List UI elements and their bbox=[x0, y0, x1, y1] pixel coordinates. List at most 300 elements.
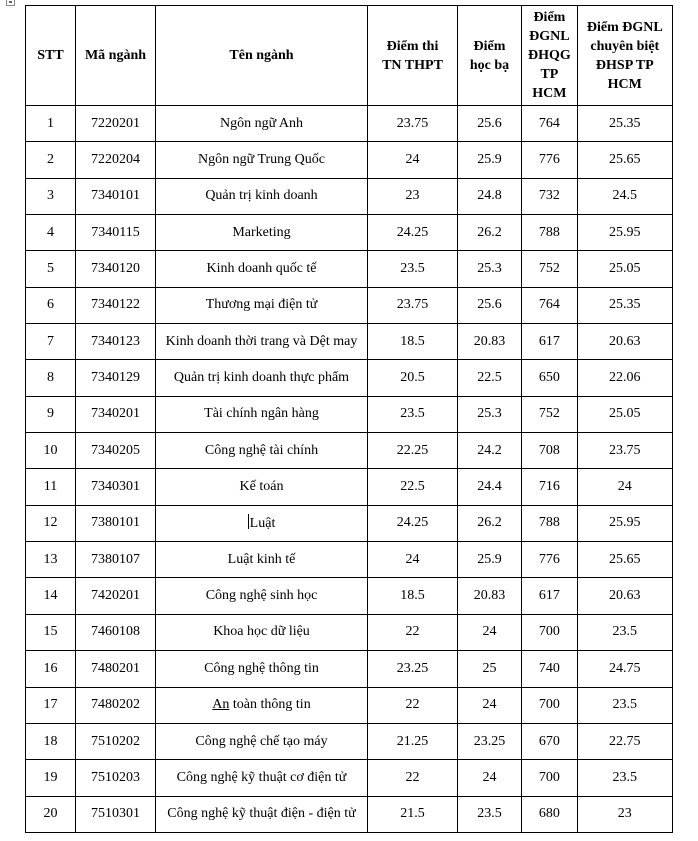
code-value: 7340129 bbox=[91, 370, 140, 386]
name-value: Công nghệ chế tạo máy bbox=[195, 733, 328, 749]
hocba-value: 24.4 bbox=[477, 479, 502, 495]
admission-scores-table bbox=[25, 5, 673, 833]
table-row bbox=[26, 505, 673, 541]
dhsp-value: 25.95 bbox=[609, 515, 641, 531]
thpt-value: 23.5 bbox=[400, 406, 425, 422]
cell-hocba bbox=[458, 651, 522, 687]
table-row bbox=[26, 651, 673, 687]
dhsp-value: 23.75 bbox=[609, 442, 641, 458]
cell-code bbox=[76, 433, 156, 469]
cell-name bbox=[156, 723, 368, 759]
hocba-value: 25.3 bbox=[477, 406, 502, 422]
dhqg-value: 700 bbox=[538, 624, 560, 640]
dhsp-value: 22.06 bbox=[609, 370, 641, 386]
table-row bbox=[26, 578, 673, 614]
cell-dhqg bbox=[522, 796, 578, 832]
hocba-value: 25.9 bbox=[477, 152, 502, 168]
cell-thpt bbox=[368, 215, 458, 251]
cell-thpt bbox=[368, 287, 458, 323]
thpt-value: 22 bbox=[405, 697, 420, 713]
cell-hocba bbox=[458, 723, 522, 759]
name-value: Công nghệ kỹ thuật cơ điện tử bbox=[176, 769, 347, 785]
hocba-value: 24.2 bbox=[477, 442, 502, 458]
cell-hocba bbox=[458, 469, 522, 505]
code-value: 7340205 bbox=[91, 442, 140, 458]
thpt-value: 20.5 bbox=[400, 370, 425, 386]
dhqg-value: 764 bbox=[538, 297, 560, 313]
cell-dhsp bbox=[577, 360, 672, 396]
code-value: 7220201 bbox=[91, 115, 140, 131]
hocba-value: 24 bbox=[482, 624, 497, 640]
name-value: An toàn thông tin bbox=[212, 697, 311, 713]
cell-hocba bbox=[458, 542, 522, 578]
cell-name bbox=[156, 505, 368, 541]
stt-value: 2 bbox=[47, 152, 54, 168]
cell-name bbox=[156, 142, 368, 178]
hocba-value: 24.8 bbox=[477, 188, 502, 204]
thpt-value: 23.75 bbox=[396, 297, 429, 313]
cell-stt bbox=[26, 287, 76, 323]
cell-dhsp bbox=[577, 433, 672, 469]
dhsp-value: 24.5 bbox=[612, 188, 638, 204]
cell-name bbox=[156, 433, 368, 469]
cell-stt bbox=[26, 215, 76, 251]
stt-value: 18 bbox=[43, 733, 58, 749]
hocba-value: 25.6 bbox=[477, 297, 502, 313]
cell-name bbox=[156, 215, 368, 251]
cell-hocba bbox=[458, 796, 522, 832]
dhqg-value: 764 bbox=[538, 115, 560, 131]
cell-code bbox=[76, 505, 156, 541]
cell-dhqg bbox=[522, 360, 578, 396]
stt-value: 8 bbox=[47, 370, 54, 386]
dhsp-value: 25.65 bbox=[609, 551, 641, 567]
dhqg-value: 617 bbox=[538, 333, 560, 349]
table-row bbox=[26, 215, 673, 251]
stt-value: 4 bbox=[47, 224, 54, 240]
cell-stt bbox=[26, 433, 76, 469]
cell-code bbox=[76, 396, 156, 432]
code-value: 7460108 bbox=[91, 624, 140, 640]
table-row bbox=[26, 796, 673, 832]
thpt-value: 24.25 bbox=[396, 515, 429, 531]
cell-thpt bbox=[368, 578, 458, 614]
cell-stt bbox=[26, 360, 76, 396]
header-code: Mã ngành bbox=[76, 6, 156, 106]
cell-code bbox=[76, 178, 156, 214]
cell-dhqg bbox=[522, 251, 578, 287]
cell-dhsp bbox=[577, 505, 672, 541]
header-name: Tên ngành bbox=[156, 6, 368, 106]
cell-dhqg bbox=[522, 687, 578, 723]
dhsp-value: 25.05 bbox=[609, 261, 641, 277]
cell-dhsp bbox=[577, 614, 672, 650]
cell-dhsp bbox=[577, 251, 672, 287]
code-value: 7340123 bbox=[91, 333, 140, 349]
dhqg-value: 776 bbox=[538, 152, 560, 168]
cell-dhsp bbox=[577, 324, 672, 360]
code-value: 7420201 bbox=[91, 588, 140, 604]
name-value: Công nghệ sinh học bbox=[205, 588, 318, 604]
stt-value: 9 bbox=[47, 406, 54, 422]
cell-name bbox=[156, 760, 368, 796]
dhsp-value: 25.95 bbox=[609, 224, 641, 240]
cell-stt bbox=[26, 760, 76, 796]
cell-hocba bbox=[458, 578, 522, 614]
hocba-value: 25.6 bbox=[477, 115, 502, 131]
hocba-value: 24 bbox=[482, 769, 497, 785]
hocba-value: 25.9 bbox=[477, 551, 502, 567]
thpt-value: 22.25 bbox=[396, 442, 429, 458]
hocba-value: 26.2 bbox=[477, 224, 502, 240]
cell-hocba bbox=[458, 505, 522, 541]
dhqg-value: 650 bbox=[538, 370, 560, 386]
hocba-value: 24 bbox=[482, 697, 497, 713]
name-value: Luật kinh tế bbox=[227, 551, 296, 567]
name-value: Công nghệ thông tin bbox=[204, 660, 319, 676]
cell-hocba bbox=[458, 433, 522, 469]
cell-dhsp bbox=[577, 687, 672, 723]
cell-dhqg bbox=[522, 324, 578, 360]
stt-value: 20 bbox=[43, 806, 58, 822]
cell-dhqg bbox=[522, 469, 578, 505]
cell-name bbox=[156, 360, 368, 396]
cell-stt bbox=[26, 542, 76, 578]
cell-stt bbox=[26, 796, 76, 832]
cell-dhqg bbox=[522, 651, 578, 687]
dhqg-value: 788 bbox=[538, 224, 560, 240]
dhsp-value: 23.5 bbox=[612, 769, 638, 785]
cell-dhqg bbox=[522, 433, 578, 469]
name-value: Thương mại điện tử bbox=[205, 297, 318, 313]
dhqg-value: 752 bbox=[538, 406, 560, 422]
dhsp-value: 25.05 bbox=[609, 406, 641, 422]
dhqg-value: 788 bbox=[538, 515, 560, 531]
code-value: 7480202 bbox=[91, 697, 140, 713]
cell-stt bbox=[26, 324, 76, 360]
cell-hocba bbox=[458, 360, 522, 396]
dhqg-value: 740 bbox=[538, 660, 560, 676]
table-row bbox=[26, 106, 673, 142]
table-row bbox=[26, 433, 673, 469]
cell-code bbox=[76, 760, 156, 796]
cell-hocba bbox=[458, 106, 522, 142]
cell-dhqg bbox=[522, 614, 578, 650]
name-value: Ngôn ngữ Trung Quốc bbox=[198, 152, 325, 168]
cell-code bbox=[76, 251, 156, 287]
name-value: Quản trị kinh doanh thực phẩm bbox=[173, 370, 350, 386]
cell-hocba bbox=[458, 142, 522, 178]
hocba-value: 22.5 bbox=[477, 370, 502, 386]
cell-dhsp bbox=[577, 396, 672, 432]
stt-value: 17 bbox=[43, 697, 58, 713]
cell-thpt bbox=[368, 760, 458, 796]
dhqg-value: 700 bbox=[538, 769, 560, 785]
dhqg-value: 752 bbox=[538, 261, 560, 277]
thpt-value: 23.25 bbox=[396, 660, 429, 676]
table-row bbox=[26, 760, 673, 796]
stt-value: 15 bbox=[43, 624, 58, 640]
cell-thpt bbox=[368, 178, 458, 214]
cell-hocba bbox=[458, 178, 522, 214]
table-row bbox=[26, 469, 673, 505]
hocba-value: 20.83 bbox=[473, 333, 506, 349]
cell-thpt bbox=[368, 360, 458, 396]
dhqg-value: 776 bbox=[538, 551, 560, 567]
cell-dhsp bbox=[577, 542, 672, 578]
dhsp-value: 24 bbox=[617, 479, 632, 495]
cell-hocba bbox=[458, 287, 522, 323]
cell-stt bbox=[26, 723, 76, 759]
dhsp-value: 23.5 bbox=[612, 624, 638, 640]
thpt-value: 23 bbox=[405, 188, 420, 204]
cell-dhqg bbox=[522, 106, 578, 142]
code-value: 7510301 bbox=[91, 806, 140, 822]
cell-dhqg bbox=[522, 723, 578, 759]
stt-value: 11 bbox=[43, 479, 58, 495]
name-value: Công nghệ tài chính bbox=[204, 442, 319, 458]
cell-code bbox=[76, 723, 156, 759]
cell-thpt bbox=[368, 796, 458, 832]
header-row bbox=[26, 6, 673, 106]
cell-thpt bbox=[368, 505, 458, 541]
dhsp-value: 20.63 bbox=[609, 588, 641, 604]
cell-dhqg bbox=[522, 578, 578, 614]
cell-dhsp bbox=[577, 796, 672, 832]
cell-name bbox=[156, 614, 368, 650]
cell-thpt bbox=[368, 142, 458, 178]
table-row bbox=[26, 687, 673, 723]
name-value: Ngôn ngữ Anh bbox=[219, 115, 304, 131]
text-cursor bbox=[248, 514, 249, 529]
dhqg-value: 700 bbox=[538, 697, 560, 713]
stt-value: 13 bbox=[43, 551, 58, 567]
cell-name bbox=[156, 542, 368, 578]
stt-value: 1 bbox=[47, 115, 54, 131]
cell-code bbox=[76, 142, 156, 178]
header-dhsp: Điểm ĐGNL chuyên biệt ĐHSP TP HCM bbox=[577, 6, 672, 106]
dhqg-value: 708 bbox=[538, 442, 560, 458]
code-value: 7380107 bbox=[91, 551, 140, 567]
cell-thpt bbox=[368, 106, 458, 142]
cell-stt bbox=[26, 178, 76, 214]
hocba-value: 23.25 bbox=[473, 733, 506, 749]
dhsp-value: 23.5 bbox=[612, 697, 638, 713]
table-move-handle[interactable] bbox=[6, 0, 15, 6]
thpt-value: 24 bbox=[405, 152, 420, 168]
cell-dhqg bbox=[522, 542, 578, 578]
cell-hocba bbox=[458, 760, 522, 796]
thpt-value: 21.25 bbox=[396, 733, 429, 749]
name-value: Kinh doanh quốc tế bbox=[206, 261, 317, 277]
cell-stt bbox=[26, 614, 76, 650]
cell-name bbox=[156, 796, 368, 832]
thpt-value: 21.5 bbox=[400, 806, 425, 822]
dhsp-value: 25.35 bbox=[609, 297, 641, 313]
name-value: Luật bbox=[249, 516, 276, 532]
dhsp-value: 22.75 bbox=[609, 733, 641, 749]
table-row bbox=[26, 287, 673, 323]
cell-name bbox=[156, 324, 368, 360]
cell-name bbox=[156, 469, 368, 505]
hocba-value: 20.83 bbox=[473, 588, 506, 604]
name-value: Công nghệ kỹ thuật điện - điện tử bbox=[167, 806, 356, 822]
cell-name bbox=[156, 287, 368, 323]
cell-dhsp bbox=[577, 723, 672, 759]
hocba-value: 23.5 bbox=[477, 806, 502, 822]
table-row bbox=[26, 324, 673, 360]
table-row bbox=[26, 142, 673, 178]
dhsp-value: 20.63 bbox=[609, 333, 641, 349]
cell-dhsp bbox=[577, 142, 672, 178]
cell-dhqg bbox=[522, 505, 578, 541]
code-value: 7340201 bbox=[91, 406, 140, 422]
cell-dhqg bbox=[522, 396, 578, 432]
cell-thpt bbox=[368, 324, 458, 360]
cell-stt bbox=[26, 578, 76, 614]
code-value: 7340301 bbox=[91, 479, 140, 495]
dhqg-value: 716 bbox=[538, 479, 560, 495]
cell-name bbox=[156, 396, 368, 432]
cell-code bbox=[76, 651, 156, 687]
cell-name bbox=[156, 651, 368, 687]
cell-dhsp bbox=[577, 651, 672, 687]
cell-dhsp bbox=[577, 106, 672, 142]
cell-hocba bbox=[458, 251, 522, 287]
cell-thpt bbox=[368, 651, 458, 687]
cell-stt bbox=[26, 251, 76, 287]
hocba-value: 25.3 bbox=[477, 261, 502, 277]
cell-stt bbox=[26, 651, 76, 687]
cell-thpt bbox=[368, 396, 458, 432]
cell-code bbox=[76, 469, 156, 505]
cell-name bbox=[156, 578, 368, 614]
cell-thpt bbox=[368, 251, 458, 287]
stt-value: 7 bbox=[47, 333, 54, 349]
cell-thpt bbox=[368, 723, 458, 759]
dhqg-value: 680 bbox=[538, 806, 560, 822]
header-stt: STT bbox=[26, 6, 76, 106]
thpt-value: 22 bbox=[405, 769, 420, 785]
hocba-value: 26.2 bbox=[477, 515, 502, 531]
cell-name bbox=[156, 178, 368, 214]
code-value: 7510203 bbox=[91, 769, 140, 785]
code-value: 7480201 bbox=[91, 660, 140, 676]
cell-thpt bbox=[368, 614, 458, 650]
stt-value: 12 bbox=[43, 515, 58, 531]
cell-dhsp bbox=[577, 760, 672, 796]
thpt-value: 23.5 bbox=[400, 261, 425, 277]
thpt-value: 22.5 bbox=[400, 479, 425, 495]
code-value: 7380101 bbox=[91, 515, 140, 531]
thpt-value: 18.5 bbox=[400, 588, 425, 604]
thpt-value: 22 bbox=[405, 624, 420, 640]
table-row bbox=[26, 614, 673, 650]
cell-dhsp bbox=[577, 178, 672, 214]
code-value: 7340101 bbox=[91, 188, 140, 204]
cell-name bbox=[156, 687, 368, 723]
code-value: 7340120 bbox=[91, 261, 140, 277]
header-thpt: Điểm thi TN THPT bbox=[368, 6, 458, 106]
cell-code bbox=[76, 614, 156, 650]
cell-code bbox=[76, 796, 156, 832]
dhsp-value: 23 bbox=[617, 806, 632, 822]
cell-thpt bbox=[368, 687, 458, 723]
dhqg-value: 732 bbox=[538, 188, 560, 204]
dhqg-value: 670 bbox=[538, 733, 560, 749]
cell-dhqg bbox=[522, 760, 578, 796]
name-value: Kinh doanh thời trang và Dệt may bbox=[165, 333, 358, 349]
stt-value: 10 bbox=[43, 442, 58, 458]
header-dhqg: Điểm ĐGNL ĐHQG TP HCM bbox=[522, 6, 578, 106]
cell-thpt bbox=[368, 542, 458, 578]
header-hocba: Điểm học bạ bbox=[458, 6, 522, 106]
stt-value: 6 bbox=[47, 297, 54, 313]
thpt-value: 23.75 bbox=[396, 115, 429, 131]
thpt-value: 18.5 bbox=[400, 333, 425, 349]
code-value: 7340115 bbox=[91, 224, 140, 240]
cell-hocba bbox=[458, 324, 522, 360]
name-value: Quản trị kinh doanh bbox=[205, 188, 318, 204]
stt-value: 5 bbox=[47, 261, 54, 277]
cell-stt bbox=[26, 106, 76, 142]
cell-dhsp bbox=[577, 287, 672, 323]
table-row bbox=[26, 396, 673, 432]
name-value: Kế toán bbox=[239, 479, 284, 495]
cell-dhsp bbox=[577, 215, 672, 251]
stt-value: 19 bbox=[43, 769, 58, 785]
cell-name bbox=[156, 251, 368, 287]
dhsp-value: 25.65 bbox=[609, 152, 641, 168]
cell-hocba bbox=[458, 215, 522, 251]
cell-hocba bbox=[458, 614, 522, 650]
code-value: 7220204 bbox=[91, 152, 140, 168]
cell-code bbox=[76, 542, 156, 578]
table-row bbox=[26, 723, 673, 759]
thpt-value: 24.25 bbox=[396, 224, 429, 240]
dhsp-value: 24.75 bbox=[609, 660, 641, 676]
cell-dhsp bbox=[577, 578, 672, 614]
cell-code bbox=[76, 360, 156, 396]
code-value: 7340122 bbox=[91, 297, 140, 313]
cell-code bbox=[76, 324, 156, 360]
code-value: 7510202 bbox=[91, 733, 140, 749]
cell-code bbox=[76, 215, 156, 251]
cell-code bbox=[76, 578, 156, 614]
cell-dhsp bbox=[577, 469, 672, 505]
table-row bbox=[26, 251, 673, 287]
hocba-value: 25 bbox=[482, 660, 497, 676]
dhqg-value: 617 bbox=[538, 588, 560, 604]
cell-code bbox=[76, 106, 156, 142]
cell-dhqg bbox=[522, 178, 578, 214]
cell-dhqg bbox=[522, 215, 578, 251]
cell-code bbox=[76, 687, 156, 723]
name-value: Marketing bbox=[232, 224, 291, 240]
cell-hocba bbox=[458, 687, 522, 723]
table-row bbox=[26, 360, 673, 396]
cell-dhqg bbox=[522, 142, 578, 178]
cell-stt bbox=[26, 396, 76, 432]
cell-stt bbox=[26, 469, 76, 505]
cell-name bbox=[156, 106, 368, 142]
cell-thpt bbox=[368, 433, 458, 469]
stt-value: 3 bbox=[47, 188, 54, 204]
cell-stt bbox=[26, 505, 76, 541]
name-value: Khoa học dữ liệu bbox=[213, 624, 310, 640]
stt-value: 16 bbox=[43, 660, 58, 676]
cell-dhqg bbox=[522, 287, 578, 323]
